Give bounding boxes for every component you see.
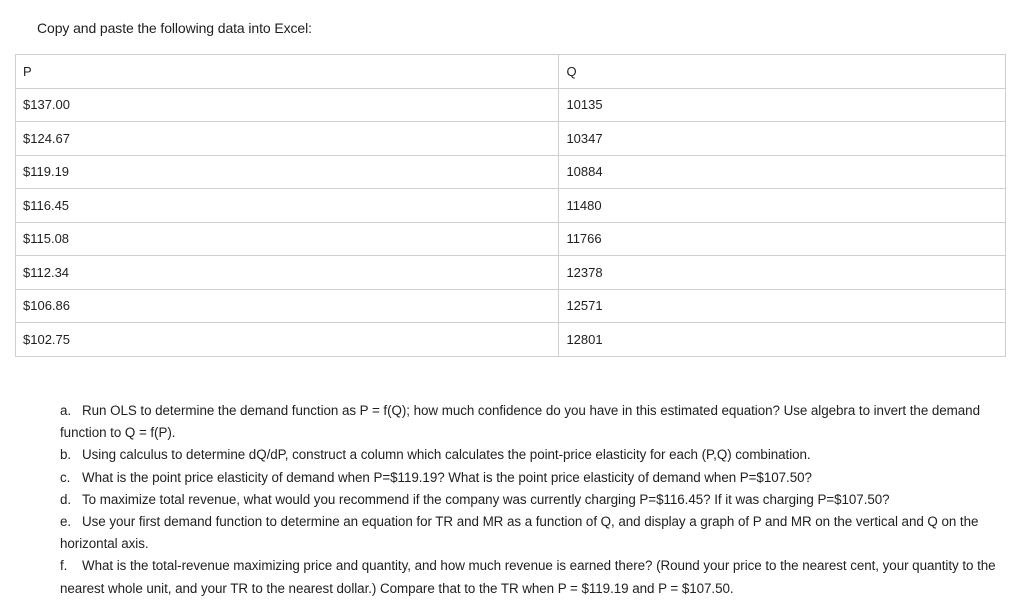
cell-p: $116.45 — [16, 189, 559, 223]
cell-p: $112.34 — [16, 256, 559, 290]
table-header-row — [16, 55, 1006, 89]
question-text: Using calculus to determine dQ/dP, construct a column which calculates the point-price elasticity for each (P,Q) combination. — [82, 447, 811, 463]
cell-q: 11480 — [559, 189, 1006, 223]
cell-p: $137.00 — [16, 88, 559, 122]
cell-p: $115.08 — [16, 222, 559, 256]
question-d — [60, 489, 1012, 511]
cell-q: 12378 — [559, 256, 1006, 290]
question-letter: a. — [60, 403, 72, 418]
cell-q: 10347 — [559, 122, 1006, 156]
cell-p: $124.67 — [16, 122, 559, 156]
cell-q: 10884 — [559, 155, 1006, 189]
table-row — [16, 122, 1006, 156]
question-text: What is the point price elasticity of demand when P=$119.19? What is the point price elasticity of demand when P=$107.50? — [82, 469, 812, 485]
question-text: To maximize total revenue, what would you recommend if the company was currently charging P=$116.45? If it was charging P=$107.50? — [82, 491, 890, 507]
question-letter: c. — [60, 469, 71, 485]
question-letter: e. — [60, 514, 72, 530]
column-header-q: Q — [559, 55, 1006, 89]
question-b — [60, 444, 1012, 466]
question-letter: d. — [60, 491, 72, 507]
cell-p: $106.86 — [16, 289, 559, 323]
table-row — [16, 256, 1006, 290]
cell-p: $102.75 — [16, 323, 559, 357]
table-row — [16, 88, 1006, 122]
cell-q: 12571 — [559, 289, 1006, 323]
question-letter: b. — [60, 447, 72, 463]
question-f — [60, 555, 1012, 599]
question-letter: f. — [60, 558, 68, 574]
cell-q: 11766 — [559, 222, 1006, 256]
question-a — [60, 400, 1012, 444]
table-row — [16, 323, 1006, 357]
table-row — [16, 189, 1006, 223]
question-text: What is the total-revenue maximizing price and quantity, and how much revenue is earned there? (Round your price to the nearest cent, your quantity to the nearest whole unit, and your TR to the nearest dollar.) Compare that to the TR when P = $119.19 and P = $107.50. — [60, 558, 996, 596]
cell-p: $119.19 — [16, 155, 559, 189]
table-row — [16, 289, 1006, 323]
data-table — [15, 54, 1006, 357]
cell-q: 10135 — [559, 88, 1006, 122]
question-list — [60, 400, 1012, 600]
question-text: Run OLS to determine the demand function as P = f(Q); how much confidence do you have in this estimated equation? Use algebra to invert the demand function to Q = f(P). — [60, 403, 980, 441]
question-e — [60, 511, 1012, 555]
column-header-p: P — [16, 55, 559, 89]
table-row — [16, 222, 1006, 256]
cell-q: 12801 — [559, 323, 1006, 357]
question-text: Use your first demand function to determine an equation for TR and MR as a function of Q, and display a graph of P and MR on the vertical and Q on the horizontal axis. — [60, 514, 979, 552]
intro-text: Copy and paste the following data into Excel: — [37, 20, 312, 36]
table-row — [16, 155, 1006, 189]
question-c — [60, 467, 1012, 489]
